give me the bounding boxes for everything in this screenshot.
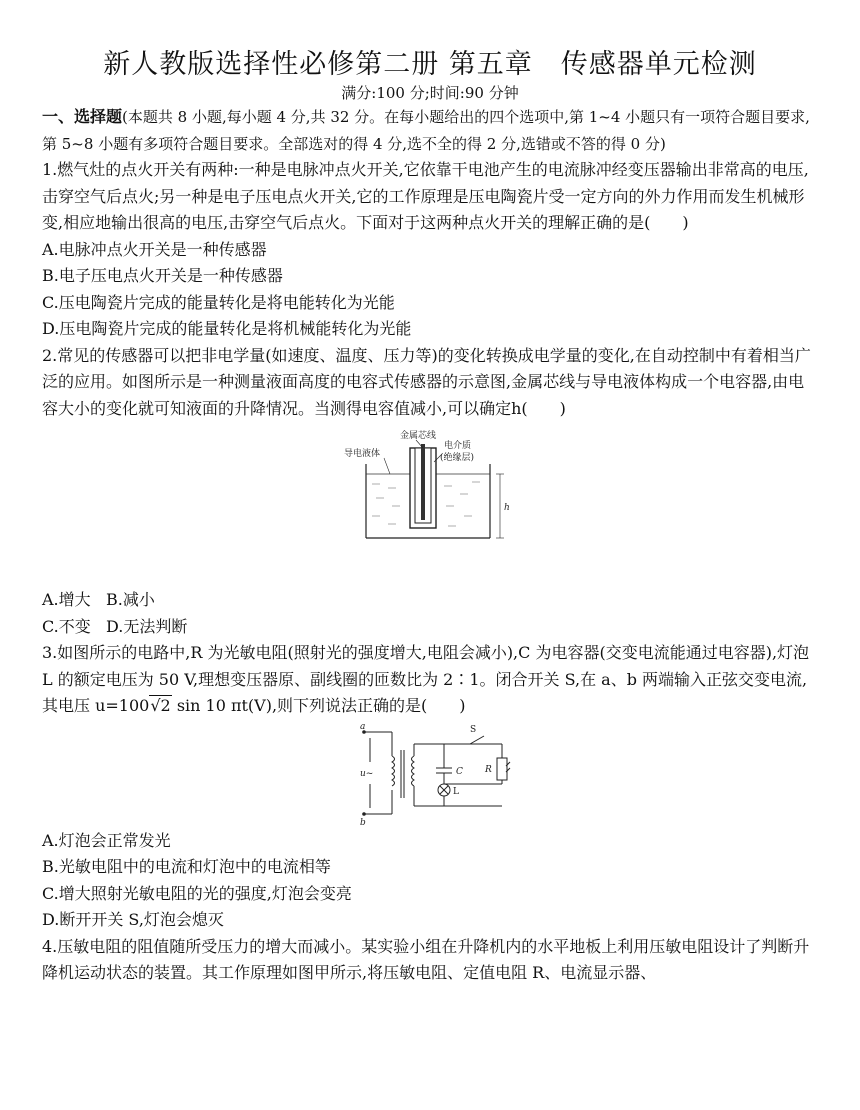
resistor-label: R xyxy=(485,764,492,775)
insulation-label: (绝缘层) xyxy=(440,453,475,463)
question-2-option-c: C.不变 xyxy=(42,616,91,636)
page-title: 新人教版选择性必修第二册 第五章 传感器单元检测 xyxy=(103,49,757,80)
section-1-intro xyxy=(42,104,820,157)
question-2-option-d: D.无法判断 xyxy=(106,616,188,636)
capacitive-sensor-diagram xyxy=(340,426,530,556)
question-1-option-c: C.压电陶瓷片完成的能量转化是将电能转化为光能 xyxy=(42,292,395,312)
score-time-info: 满分:100 分;时间:90 分钟 xyxy=(341,84,519,102)
liquid-label: 导电液体 xyxy=(344,449,381,459)
question-3-stem xyxy=(42,640,820,720)
question-1-stem: 1.燃气灶的点火开关有两种:一种是电脉冲点火开关,它依靠干电池产生的电流脉冲经变压器输出非常高的电压,击穿空气后点火;另一种是电子压电点火开关,它的工作原理是压电陶瓷片受一定方向的外力作用而发生机械形变,相应地输出很高的电压,击穿空气后点火。下面对于这两种点火开关的理解正确的是( ) xyxy=(42,160,809,232)
question-2-options-ab xyxy=(42,587,820,614)
sqrt-radicand: √2 xyxy=(150,696,171,715)
section-1-heading: 一、选择题 xyxy=(42,107,123,126)
question-4-stem: 4.压敏电阻的阻值随所受压力的增大而减小。某实验小组在升降机内的水平地板上利用压敏电阻设计了判断升降机运动状态的装置。其工作原理如图甲所示,将压敏电阻、定值电阻 R、电流显示器、 xyxy=(42,936,810,982)
sqrt-arg: 2 xyxy=(160,696,171,715)
question-2-figure xyxy=(42,422,820,587)
capacitor-label: C xyxy=(456,766,463,777)
height-label: h xyxy=(504,503,510,513)
question-3-stem-after: sin 10 πt(V),则下列说法正确的是( ) xyxy=(171,696,466,715)
question-3-option-d: D.断开开关 S,灯泡会熄灭 xyxy=(42,910,224,929)
voltage-label: u~ xyxy=(360,768,374,779)
metal-core-label: 金属芯线 xyxy=(400,431,437,441)
question-3-option-b: B.光敏电阻中的电流和灯泡中的电流相等 xyxy=(42,857,331,876)
exam-content xyxy=(42,104,820,987)
question-2-option-b: B.减小 xyxy=(106,590,155,609)
switch-label: S xyxy=(470,724,477,735)
question-3-option-c: C.增大照射光敏电阻的光的强度,灯泡会变亮 xyxy=(42,883,352,903)
terminal-a-label: a xyxy=(360,721,366,732)
question-3-stem-before: 3.如图所示的电路中,R 为光敏电阻(照射光的强度增大,电阻会减小),C 为电容器(交变电流能通过电容器),灯泡 L 的额定电压为 50 V,理想变压器原、副线圈的匝数比为 2∶1。闭合开关 S,在 a、b 两端输入正弦交变电流,其电压 u=100 xyxy=(42,643,810,715)
question-1-option-d: D.压电陶瓷片完成的能量转化是将机械能转化为光能 xyxy=(42,319,412,338)
lamp-label: L xyxy=(453,786,459,797)
transformer-circuit-diagram xyxy=(352,722,512,826)
question-3-option-a: A.灯泡会正常发光 xyxy=(42,830,171,850)
terminal-b-label: b xyxy=(360,817,366,826)
dielectric-label: 电介质 xyxy=(444,441,472,451)
section-1-desc: (本题共 8 小题,每小题 4 分,共 32 分。在每小题给出的四个选项中,第 1~4 小题只有一项符合题目要求,第 5~8 小题有多项符合题目要求。全部选对的得 4 分,选不全的得 2 分,选错或不答的得 0 分) xyxy=(42,108,810,153)
question-2-option-a: A.增大 xyxy=(42,590,91,609)
question-1-option-a: A.电脉冲点火开关是一种传感器 xyxy=(42,239,267,259)
question-1-option-b: B.电子压电点火开关是一种传感器 xyxy=(42,266,283,285)
question-3-figure xyxy=(42,720,820,828)
question-2-options-cd xyxy=(42,614,820,641)
question-2-stem: 2.常见的传感器可以把非电学量(如速度、温度、压力等)的变化转换成电学量的变化,在自动控制中有着相当广泛的应用。如图所示是一种测量液面高度的电容式传感器的示意图,金属芯线与导电液体构成一个电容器,由电容大小的变化就可知液面的升降情况。当测得电容值减小,可以确定h( ) xyxy=(42,345,811,418)
